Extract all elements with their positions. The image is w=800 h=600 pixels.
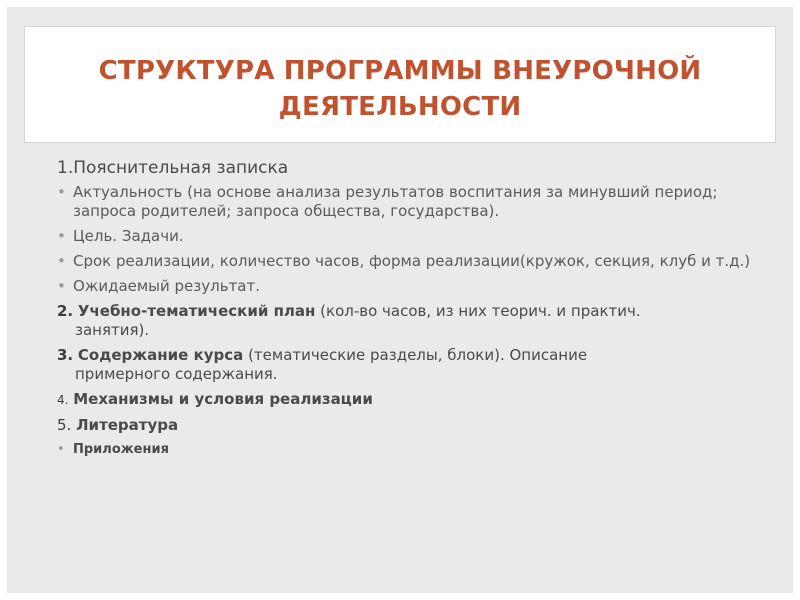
item-continuation: занятия). xyxy=(75,321,150,339)
slide-title: СТРУКТУРА ПРОГРАММЫ ВНЕУРОЧНОЙ ДЕЯТЕЛЬНОСТИ xyxy=(98,56,702,122)
appendix-bullet: • Приложения xyxy=(57,441,757,459)
item-bold-text: Учебно-тематический план xyxy=(77,302,316,320)
bullet-item: • Ожидаемый результат. xyxy=(57,277,757,296)
list-item-5 xyxy=(57,416,757,435)
list-item-3 xyxy=(57,346,757,384)
slide-content xyxy=(57,157,757,459)
item-bold-text: Механизмы и условия реализации xyxy=(73,390,373,408)
section-heading: 1.Пояснительная записка xyxy=(57,158,289,178)
list-item-4 xyxy=(57,390,757,410)
item-number: 2. xyxy=(57,302,74,320)
item-bold-text: Литература xyxy=(76,416,179,434)
item-number: 5. xyxy=(57,416,72,434)
bullet-item: • Цель. Задачи. xyxy=(57,227,757,246)
slide xyxy=(7,7,793,593)
item-rest-text: (кол-во часов, из них теорич. и практич. xyxy=(315,302,641,320)
item-number: 3. xyxy=(57,346,74,364)
item-rest-text: (тематические разделы, блоки). Описание xyxy=(243,346,588,364)
item-number: 4. xyxy=(57,393,69,407)
list-item-2 xyxy=(57,302,757,340)
bullet-item: • Актуальность (на основе анализа результатов воспитания за минувший период; запроса родителей; запроса общества, государства). xyxy=(57,183,757,221)
item-bold-text: Содержание курса xyxy=(77,346,244,364)
bullet-item: • Срок реализации, количество часов, форма реализации(кружок, секция, клуб и т.д.) xyxy=(57,252,757,271)
title-box xyxy=(24,26,776,143)
item-continuation: примерного содержания. xyxy=(75,365,278,383)
